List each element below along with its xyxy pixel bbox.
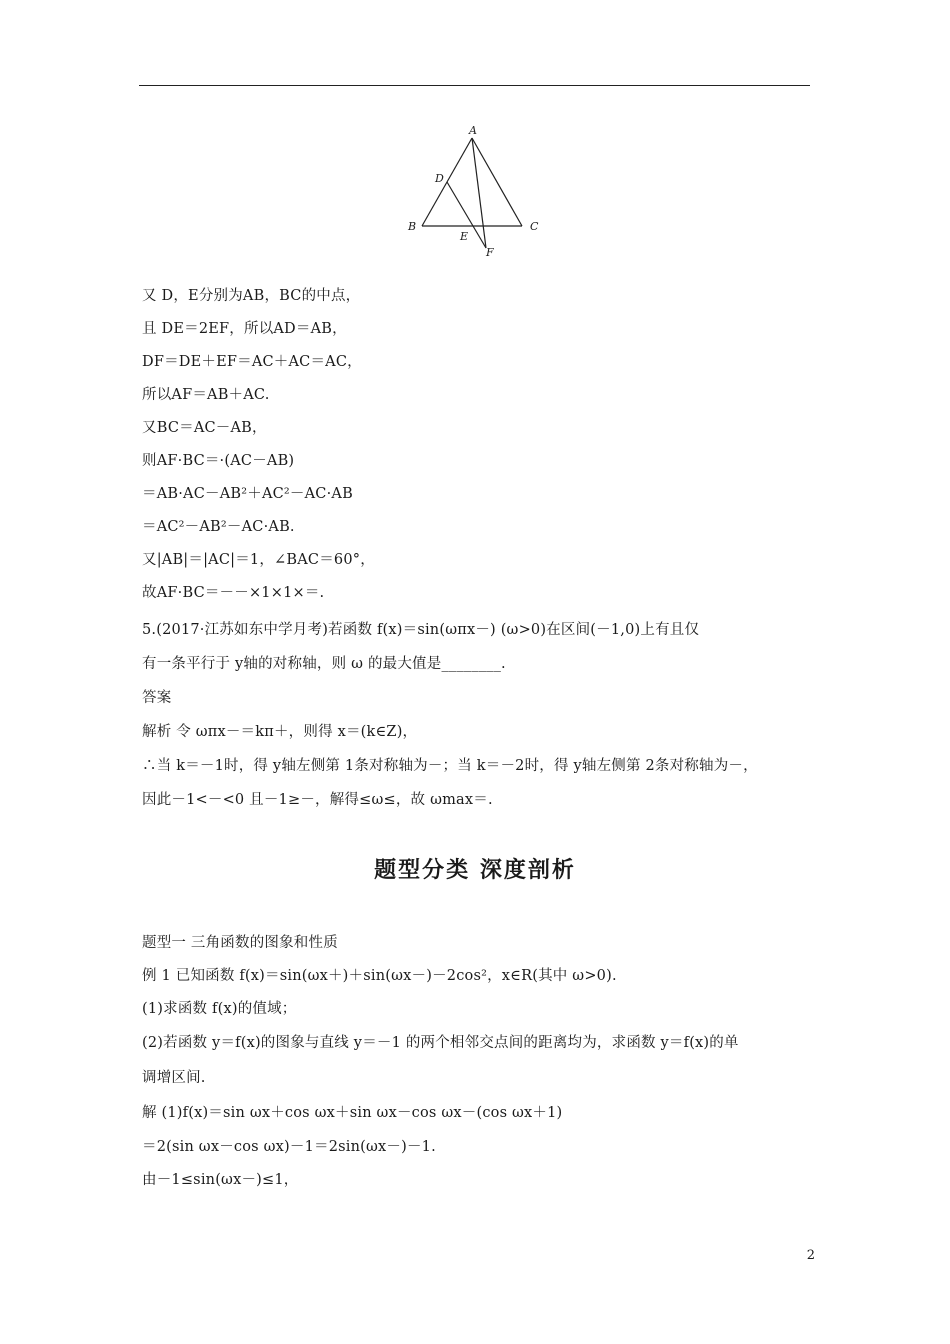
label-f: F: [486, 246, 494, 259]
analysis-line-2: ∴当 k＝－1时，得 y轴左侧第 1条对称轴为－；当 k＝－2时，得 y轴左侧第 2条对称轴为－，: [142, 758, 758, 774]
triangle-diagram: [400, 118, 550, 266]
label-a: A: [469, 124, 477, 137]
text-line: 则AF·BC＝·(AC－AB): [142, 453, 295, 469]
label-b: B: [408, 220, 417, 233]
text-line: DF＝DE＋EF＝AC＋AC＝AC，: [142, 354, 362, 370]
label-e: E: [460, 230, 469, 243]
header-rule: [139, 85, 810, 86]
segment-af: [472, 138, 486, 248]
text-line: 又BC＝AC－AB，: [142, 420, 267, 436]
answer-label: 答案: [142, 690, 172, 706]
page-number: 2: [806, 1248, 815, 1263]
text-line: 又 D，E分别为AB，BC的中点，: [142, 288, 361, 304]
solution-line-2: ＝2(sin ωx－cos ωx)－1＝2sin(ωx－)－1.: [142, 1139, 436, 1155]
example-1-part-1: (1)求函数 f(x)的值域；: [142, 1001, 297, 1017]
topic-title: 题型一 三角函数的图象和性质: [142, 935, 338, 951]
problem-5-line-1: 5.(2017·江苏如东中学月考)若函数 f(x)＝sin(ωπx－) (ω>0)在区间(－1,0)上有且仅: [142, 622, 700, 638]
section-heading: 题型分类 深度剖析: [374, 858, 576, 883]
solution-line-1: 解 (1)f(x)＝sin ωx＋cos ωx＋sin ωx－cos ωx－(cos ωx＋1): [142, 1105, 563, 1121]
text-line: 又|AB|＝|AC|＝1，∠BAC＝60°，: [142, 552, 375, 568]
label-c: C: [530, 220, 539, 233]
problem-5-line-2: 有一条平行于 y轴的对称轴，则 ω 的最大值是________.: [142, 656, 506, 672]
segment-ac: [472, 138, 522, 226]
text-line: 故AF·BC＝－－×1×1×＝.: [142, 585, 325, 601]
analysis-line-3: 因此－1<－<0 且－1≥－，解得≤ω≤，故 ωmax＝.: [142, 792, 493, 808]
label-d: D: [435, 172, 444, 185]
solution-line-3: 由－1≤sin(ωx－)≤1，: [142, 1172, 299, 1188]
example-1-statement: 例 1 已知函数 f(x)＝sin(ωx＋)＋sin(ωx－)－2cos²，x∈R(其中 ω>0).: [142, 968, 617, 984]
example-1-part-2: (2)若函数 y＝f(x)的图象与直线 y＝－1 的两个相邻交点间的距离均为，求函数 y＝f(x)的单: [142, 1035, 739, 1051]
text-line: ＝AC²－AB²－AC·AB.: [142, 519, 295, 535]
triangle-figure: [400, 118, 550, 266]
example-1-part-2-cont: 调增区间.: [142, 1070, 206, 1086]
text-line: 所以AF＝AB＋AC.: [142, 387, 270, 403]
text-line: 且 DE＝2EF，所以AD＝AB，: [142, 321, 347, 337]
text-line: ＝AB·AC－AB²＋AC²－AC·AB: [142, 486, 353, 502]
analysis-line-1: 解析 令 ωπx－＝kπ＋，则得 x＝(k∈Z)，: [142, 724, 418, 740]
